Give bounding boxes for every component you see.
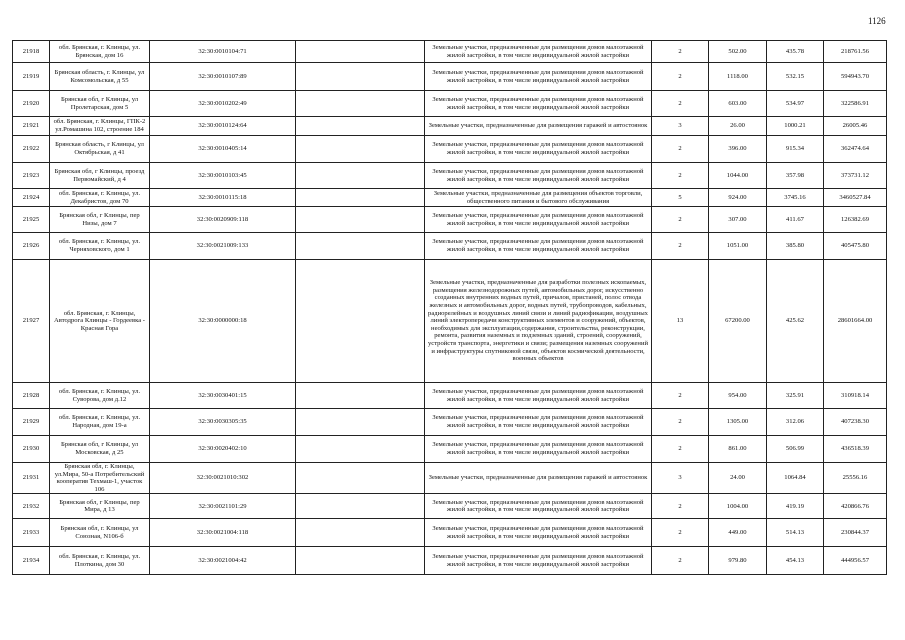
specific-value-cell: 425.62 — [767, 260, 824, 383]
table-row — [13, 117, 887, 136]
cadastral-value-table — [12, 40, 887, 575]
table-row — [13, 463, 887, 494]
specific-value-cell: 506.99 — [767, 436, 824, 463]
cadastral-value-cell: 218761.56 — [824, 41, 887, 63]
cadastral-number-cell: 32:30:0010405:14 — [150, 136, 296, 163]
specific-value-cell: 411.67 — [767, 207, 824, 233]
row-number: 21918 — [13, 41, 50, 63]
blank-cell — [296, 494, 425, 519]
row-number: 21926 — [13, 233, 50, 260]
specific-value-cell: 534.97 — [767, 91, 824, 117]
address-cell: обл. Брянская, г. Клинцы, ГПК-2 ул.Ромашина 102, строение 184 — [50, 117, 150, 136]
cadastral-value-cell: 405475.80 — [824, 233, 887, 260]
cadastral-number-cell: 32:30:0021009:133 — [150, 233, 296, 260]
row-number: 21920 — [13, 91, 50, 117]
group-code-cell: 2 — [652, 519, 709, 547]
cadastral-number-cell: 32:30:0021010:302 — [150, 463, 296, 494]
table-row — [13, 494, 887, 519]
row-number: 21921 — [13, 117, 50, 136]
address-cell: обл. Брянская, г. Клинцы, ул. Суворова, дом д.12 — [50, 383, 150, 409]
land-use-cell: Земельные участки, предназначенные для размещения домов малоэтажной жилой застройки, в том числе индивидуальной жилой застройки — [425, 547, 652, 575]
table-row — [13, 163, 887, 189]
group-code-cell: 2 — [652, 436, 709, 463]
table-row — [13, 409, 887, 436]
blank-cell — [296, 91, 425, 117]
row-number: 21932 — [13, 494, 50, 519]
row-number: 21933 — [13, 519, 50, 547]
area-cell: 307.00 — [709, 207, 767, 233]
row-number: 21925 — [13, 207, 50, 233]
land-use-cell: Земельные участки, предназначенные для размещения домов малоэтажной жилой застройки, в том числе индивидуальной жилой застройки — [425, 409, 652, 436]
row-number: 21919 — [13, 63, 50, 91]
area-cell: 449.00 — [709, 519, 767, 547]
land-use-cell: Земельные участки, предназначенные для размещения домов малоэтажной жилой застройки, в том числе индивидуальной жилой застройки — [425, 436, 652, 463]
area-cell: 26.00 — [709, 117, 767, 136]
address-cell: Брянская обл, г Клинцы, ул Пролетарская, дом 5 — [50, 91, 150, 117]
table-row — [13, 41, 887, 63]
cadastral-number-cell: 32:30:0010103:45 — [150, 163, 296, 189]
row-number: 21930 — [13, 436, 50, 463]
cadastral-number-cell: 32:30:0010202:49 — [150, 91, 296, 117]
blank-cell — [296, 436, 425, 463]
row-number: 21927 — [13, 260, 50, 383]
area-cell: 1118.00 — [709, 63, 767, 91]
area-cell: 502.00 — [709, 41, 767, 63]
blank-cell — [296, 519, 425, 547]
specific-value-cell: 435.78 — [767, 41, 824, 63]
group-code-cell: 2 — [652, 383, 709, 409]
blank-cell — [296, 463, 425, 494]
address-cell: Брянская обл, г. Клинцы, ул.Мира, 50-а Потребительский кооператив Техмаш-1, участок 106 — [50, 463, 150, 494]
land-use-cell: Земельные участки, предназначенные для размещения объектов торговли, общественного питания и бытового обслуживания — [425, 189, 652, 207]
cadastral-number-cell: 32:30:0010104:71 — [150, 41, 296, 63]
area-cell: 979.80 — [709, 547, 767, 575]
land-use-cell: Земельные участки, предназначенные для размещения гаражей и автостоянок — [425, 463, 652, 494]
address-cell: Брянская область, г. Клинцы, ул Комсомольская, д 55 — [50, 63, 150, 91]
area-cell: 924.00 — [709, 189, 767, 207]
land-use-cell: Земельные участки, предназначенные для размещения гаражей и автостоянок — [425, 117, 652, 136]
blank-cell — [296, 41, 425, 63]
cadastral-number-cell: 32:30:0030401:15 — [150, 383, 296, 409]
group-code-cell: 2 — [652, 409, 709, 436]
cadastral-value-cell: 444956.57 — [824, 547, 887, 575]
group-code-cell: 2 — [652, 163, 709, 189]
row-number: 21931 — [13, 463, 50, 494]
cadastral-value-cell: 420866.76 — [824, 494, 887, 519]
address-cell: обл. Брянская, г. Клинцы, ул. Черняховского, дом 1 — [50, 233, 150, 260]
group-code-cell: 2 — [652, 63, 709, 91]
cadastral-number-cell: 32:30:0021101:29 — [150, 494, 296, 519]
group-code-cell: 2 — [652, 233, 709, 260]
row-number: 21934 — [13, 547, 50, 575]
area-cell: 1044.00 — [709, 163, 767, 189]
cadastral-value-cell: 407238.30 — [824, 409, 887, 436]
page-number: 1126 — [868, 16, 886, 26]
area-cell: 1305.00 — [709, 409, 767, 436]
specific-value-cell: 1000.21 — [767, 117, 824, 136]
land-use-cell: Земельные участки, предназначенные для размещения домов малоэтажной жилой застройки, в том числе индивидуальной жилой застройки — [425, 91, 652, 117]
group-code-cell: 13 — [652, 260, 709, 383]
table-row — [13, 207, 887, 233]
cadastral-number-cell: 32:30:0010124:64 — [150, 117, 296, 136]
group-code-cell: 2 — [652, 494, 709, 519]
land-use-cell: Земельные участки, предназначенные для размещения домов малоэтажной жилой застройки, в том числе индивидуальной жилой застройки — [425, 383, 652, 409]
specific-value-cell: 532.15 — [767, 63, 824, 91]
address-cell: Брянская обл, г Клинцы, пер Мира, д 13 — [50, 494, 150, 519]
cadastral-value-cell: 594943.70 — [824, 63, 887, 91]
row-number: 21929 — [13, 409, 50, 436]
area-cell: 1004.00 — [709, 494, 767, 519]
cadastral-number-cell: 32:30:0020402:10 — [150, 436, 296, 463]
address-cell: Брянская область, г Клинцы, ул Октябрьская, д 41 — [50, 136, 150, 163]
area-cell: 67200.00 — [709, 260, 767, 383]
cadastral-number-cell: 32:30:0020909:118 — [150, 207, 296, 233]
specific-value-cell: 915.34 — [767, 136, 824, 163]
cadastral-number-cell: 32:30:0021004:42 — [150, 547, 296, 575]
group-code-cell: 2 — [652, 91, 709, 117]
blank-cell — [296, 163, 425, 189]
table-row — [13, 136, 887, 163]
cadastral-value-cell: 436518.39 — [824, 436, 887, 463]
blank-cell — [296, 383, 425, 409]
blank-cell — [296, 207, 425, 233]
cadastral-number-cell: 32:30:0010107:89 — [150, 63, 296, 91]
table-row — [13, 91, 887, 117]
land-use-cell: Земельные участки, предназначенные для размещения домов малоэтажной жилой застройки, в том числе индивидуальной жилой застройки — [425, 233, 652, 260]
address-cell: обл. Брянская, г. Клинцы, ул. Плоткина, дом 30 — [50, 547, 150, 575]
address-cell: обл. Брянская, г. Клинцы, ул. Декабристов, дом 70 — [50, 189, 150, 207]
table-row — [13, 233, 887, 260]
cadastral-value-cell: 310918.14 — [824, 383, 887, 409]
cadastral-value-cell: 3460527.84 — [824, 189, 887, 207]
blank-cell — [296, 547, 425, 575]
row-number: 21922 — [13, 136, 50, 163]
address-cell: Брянская обл, г. Клинцы, ул Союзная, N106-б — [50, 519, 150, 547]
blank-cell — [296, 260, 425, 383]
table-row — [13, 436, 887, 463]
specific-value-cell: 514.13 — [767, 519, 824, 547]
specific-value-cell: 385.80 — [767, 233, 824, 260]
cadastral-value-cell: 362474.64 — [824, 136, 887, 163]
land-use-cell: Земельные участки, предназначенные для размещения домов малоэтажной жилой застройки, в том числе индивидуальной жилой застройки — [425, 163, 652, 189]
address-cell: обл. Брянская, г. Клинцы, Автодрога Клинцы - Гордеевка - Красная Гора — [50, 260, 150, 383]
table-row — [13, 519, 887, 547]
specific-value-cell: 1064.84 — [767, 463, 824, 494]
specific-value-cell: 357.98 — [767, 163, 824, 189]
blank-cell — [296, 117, 425, 136]
cadastral-number-cell: 32:30:0010115:18 — [150, 189, 296, 207]
area-cell: 24.00 — [709, 463, 767, 494]
land-use-cell: Земельные участки, предназначенные для размещения домов малоэтажной жилой застройки, в том числе индивидуальной жилой застройки — [425, 41, 652, 63]
specific-value-cell: 3745.16 — [767, 189, 824, 207]
land-use-cell: Земельные участки, предназначенные для размещения домов малоэтажной жилой застройки, в том числе индивидуальной жилой застройки — [425, 494, 652, 519]
table-row — [13, 260, 887, 383]
table-row — [13, 189, 887, 207]
cadastral-value-cell: 28601664.00 — [824, 260, 887, 383]
cadastral-value-cell: 322586.91 — [824, 91, 887, 117]
cadastral-value-cell: 126382.69 — [824, 207, 887, 233]
address-cell: Брянская обл, г Клинцы, пер Низы, дом 7 — [50, 207, 150, 233]
row-number: 21924 — [13, 189, 50, 207]
land-use-cell: Земельные участки, предназначенные для разработки полезных ископаемых, размещения железнодорожных путей, автомобильных дорог, искусственно созданных внутренних водных путей, причалов, пристаней, полос отвода железных и автомобильных дорог, водных путей, трубопроводов, кабельных, радиорелейных и воздушных линий связи и линий радиофикации, воздушных линий электропередачи конструктивных элементов и сооружений, объектов, необходимых для эксплуатации,содержания, строительства, реконструкции, ремонта, развития наземных и подземных зданий, строений, сооружений, устройств транспорта, энергетики и связи; размещения наземных сооружений и инфраструктуры спутниковой связи, объектов космической деятельности, военных объектов — [425, 260, 652, 383]
blank-cell — [296, 189, 425, 207]
area-cell: 954.00 — [709, 383, 767, 409]
land-use-cell: Земельные участки, предназначенные для размещения домов малоэтажной жилой застройки, в том числе индивидуальной жилой застройки — [425, 519, 652, 547]
area-cell: 396.00 — [709, 136, 767, 163]
cadastral-value-cell: 25556.16 — [824, 463, 887, 494]
cadastral-number-cell: 32:30:0030305:35 — [150, 409, 296, 436]
area-cell: 1051.00 — [709, 233, 767, 260]
land-use-cell: Земельные участки, предназначенные для размещения домов малоэтажной жилой застройки, в том числе индивидуальной жилой застройки — [425, 207, 652, 233]
cadastral-number-cell: 32:30:0000000:18 — [150, 260, 296, 383]
group-code-cell: 2 — [652, 136, 709, 163]
table-row — [13, 547, 887, 575]
table-row — [13, 63, 887, 91]
land-use-cell: Земельные участки, предназначенные для размещения домов малоэтажной жилой застройки, в том числе индивидуальной жилой застройки — [425, 63, 652, 91]
cadastral-value-cell: 373731.12 — [824, 163, 887, 189]
group-code-cell: 5 — [652, 189, 709, 207]
table-row — [13, 383, 887, 409]
address-cell: обл. Брянская, г. Клинцы, ул. Брянская, дом 16 — [50, 41, 150, 63]
group-code-cell: 2 — [652, 207, 709, 233]
specific-value-cell: 419.19 — [767, 494, 824, 519]
address-cell: обл. Брянская, г. Клинцы, ул. Народная, дом 19-а — [50, 409, 150, 436]
area-cell: 603.00 — [709, 91, 767, 117]
blank-cell — [296, 63, 425, 91]
blank-cell — [296, 409, 425, 436]
group-code-cell: 2 — [652, 547, 709, 575]
address-cell: Брянская обл, г Клинцы, ул Московская, д 25 — [50, 436, 150, 463]
cadastral-number-cell: 32:30:0021004:118 — [150, 519, 296, 547]
cadastral-value-cell: 26005.46 — [824, 117, 887, 136]
group-code-cell: 3 — [652, 117, 709, 136]
group-code-cell: 3 — [652, 463, 709, 494]
blank-cell — [296, 136, 425, 163]
specific-value-cell: 454.13 — [767, 547, 824, 575]
specific-value-cell: 312.06 — [767, 409, 824, 436]
row-number: 21923 — [13, 163, 50, 189]
address-cell: Брянская обл, г Клинцы, проезд Первомайский, д 4 — [50, 163, 150, 189]
land-use-cell: Земельные участки, предназначенные для размещения домов малоэтажной жилой застройки, в том числе индивидуальной жилой застройки — [425, 136, 652, 163]
row-number: 21928 — [13, 383, 50, 409]
specific-value-cell: 325.91 — [767, 383, 824, 409]
group-code-cell: 2 — [652, 41, 709, 63]
area-cell: 861.00 — [709, 436, 767, 463]
blank-cell — [296, 233, 425, 260]
cadastral-value-cell: 230844.37 — [824, 519, 887, 547]
